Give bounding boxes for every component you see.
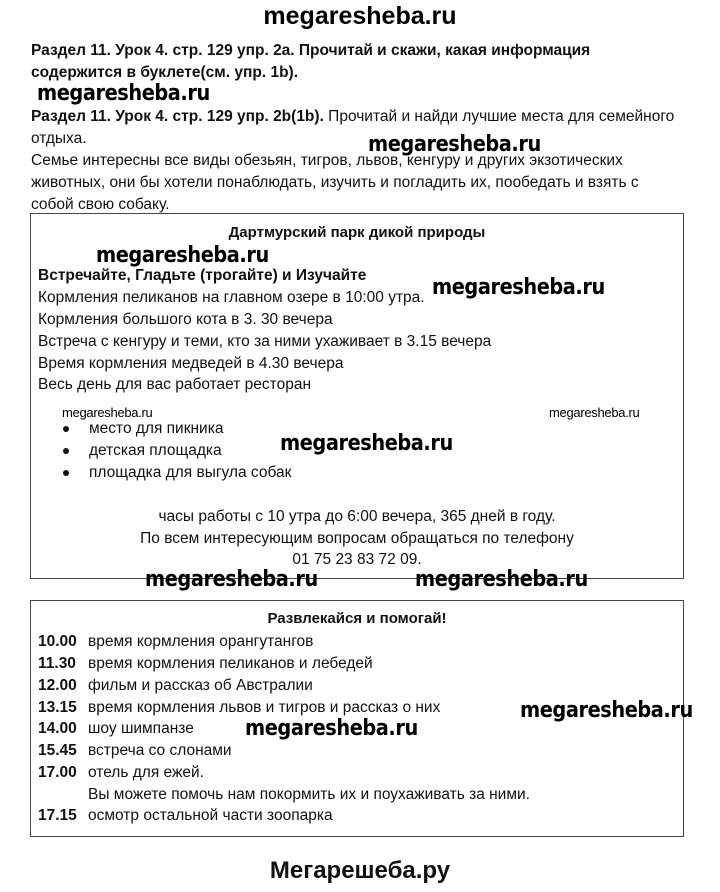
watermark: megaresheba.ru [62,405,153,420]
schedule-row [38,764,204,782]
task-b-instruction: Прочитай и найди лучшие места для семейного отдыха. [31,108,675,147]
schedule-time: 12.00 [38,677,77,694]
schedule-time: 11.30 [38,655,76,672]
watermark: megaresheba.ru [96,243,269,268]
schedule-row [38,720,194,738]
park-line: Встреча с кенгуру и теми, кто за ними ухаживает в 3.15 вечера [38,333,492,350]
schedule-text: время кормления пеликанов и лебедей [88,655,373,672]
watermark: megaresheba.ru [280,431,453,456]
park-title: Дартмурский парк дикой природы [228,224,486,241]
schedule-time: 10.00 [38,633,77,650]
task-b-label: Раздел 11. Урок 4. стр. 129 упр. 2b(1b). [31,108,324,125]
facility-item [63,464,291,482]
schedule-row [38,786,530,804]
site-title: megaresheba.ru [263,2,457,30]
schedule-time: 13.15 [38,699,77,716]
schedule-time: 14.00 [38,720,77,737]
schedule-text: Вы можете помочь нам покормить их и поухаживать за ними. [88,786,530,803]
schedule-row [38,742,232,760]
park-subtitle: Встречайте, Гладьте (трогайте) и Изучайте [38,267,367,284]
schedule-title: Развлекайся и помогай! [267,610,447,627]
schedule-text: время кормления орангутангов [88,633,314,650]
park-line: Весь день для вас работает ресторан [38,376,312,393]
park-line: Кормления большого кота в 3. 30 вечера [38,311,333,328]
park-line: Время кормления медведей в 4.30 вечера [38,355,344,372]
watermark: megaresheba.ru [245,716,418,741]
task-a-heading: Раздел 11. Урок 4. стр. 129 упр. 2a. Прочитай и скажи, какая информация содержится в буклете(см. упр. 1b). [31,42,591,81]
schedule-text: осмотр остальной части зоопарка [88,807,333,824]
schedule-row [38,677,313,695]
opening-hours: часы работы с 10 утра до 6:00 вечера, 365 дней в году. [158,508,556,525]
task-b-description: Семье интересны все виды обезьян, тигров, львов, кенгуру и других экзотических животных, они бы хотели понаблюдать, изучить и погладить их, пообедать и взять с собой свою собаку. [31,152,639,213]
phone-number: 01 75 23 83 72 09. [292,551,422,568]
bullet-icon [63,426,69,432]
watermark: megaresheba.ru [432,275,605,300]
schedule-time: 17.15 [38,807,77,824]
footer-brand: Мегарешеба.ру [269,857,451,884]
facility-label: площадка для выгула собак [89,464,292,481]
schedule-text: фильм и рассказ об Австралии [88,677,313,694]
schedule-row [38,807,333,825]
watermark: megaresheba.ru [37,81,210,106]
schedule-time: 17.00 [38,764,77,781]
schedule-row [38,655,373,673]
watermark: megaresheba.ru [520,698,693,723]
schedule-text: встреча со слонами [88,742,232,759]
facility-label: место для пикника [89,420,224,437]
facility-label: детская площадка [89,442,222,459]
contact-text: По всем интересующим вопросам обращаться по телефону [140,530,574,547]
schedule-text: время кормления львов и тигров и рассказ о них [88,699,441,716]
schedule-text: шоу шимпанзе [88,720,194,737]
watermark: megaresheba.ru [549,405,640,420]
schedule-time: 15.45 [38,742,77,759]
bullet-icon [63,470,69,476]
facility-item [63,442,222,460]
park-line: Кормления пеликанов на главном озере в 10:00 утра. [38,289,425,306]
watermark: megaresheba.ru [415,567,588,592]
schedule-text: отель для ежей. [88,764,204,781]
schedule-row [38,633,313,651]
bullet-icon [63,448,69,454]
watermark: megaresheba.ru [368,132,541,157]
facility-item [63,420,223,438]
task-b-heading [31,106,681,150]
watermark: megaresheba.ru [145,567,318,592]
schedule-row [38,699,440,717]
